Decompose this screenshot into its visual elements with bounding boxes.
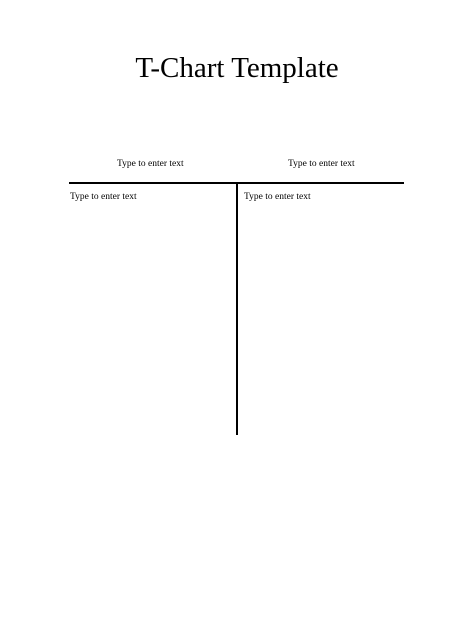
page-title: T-Chart Template <box>135 52 339 84</box>
t-chart-vertical-line <box>236 182 238 435</box>
left-column-body-field[interactable]: Type to enter text <box>70 192 137 202</box>
right-column-heading-field[interactable]: Type to enter text <box>288 159 355 169</box>
right-column-body-field[interactable]: Type to enter text <box>244 192 311 202</box>
left-column-heading-field[interactable]: Type to enter text <box>117 159 184 169</box>
